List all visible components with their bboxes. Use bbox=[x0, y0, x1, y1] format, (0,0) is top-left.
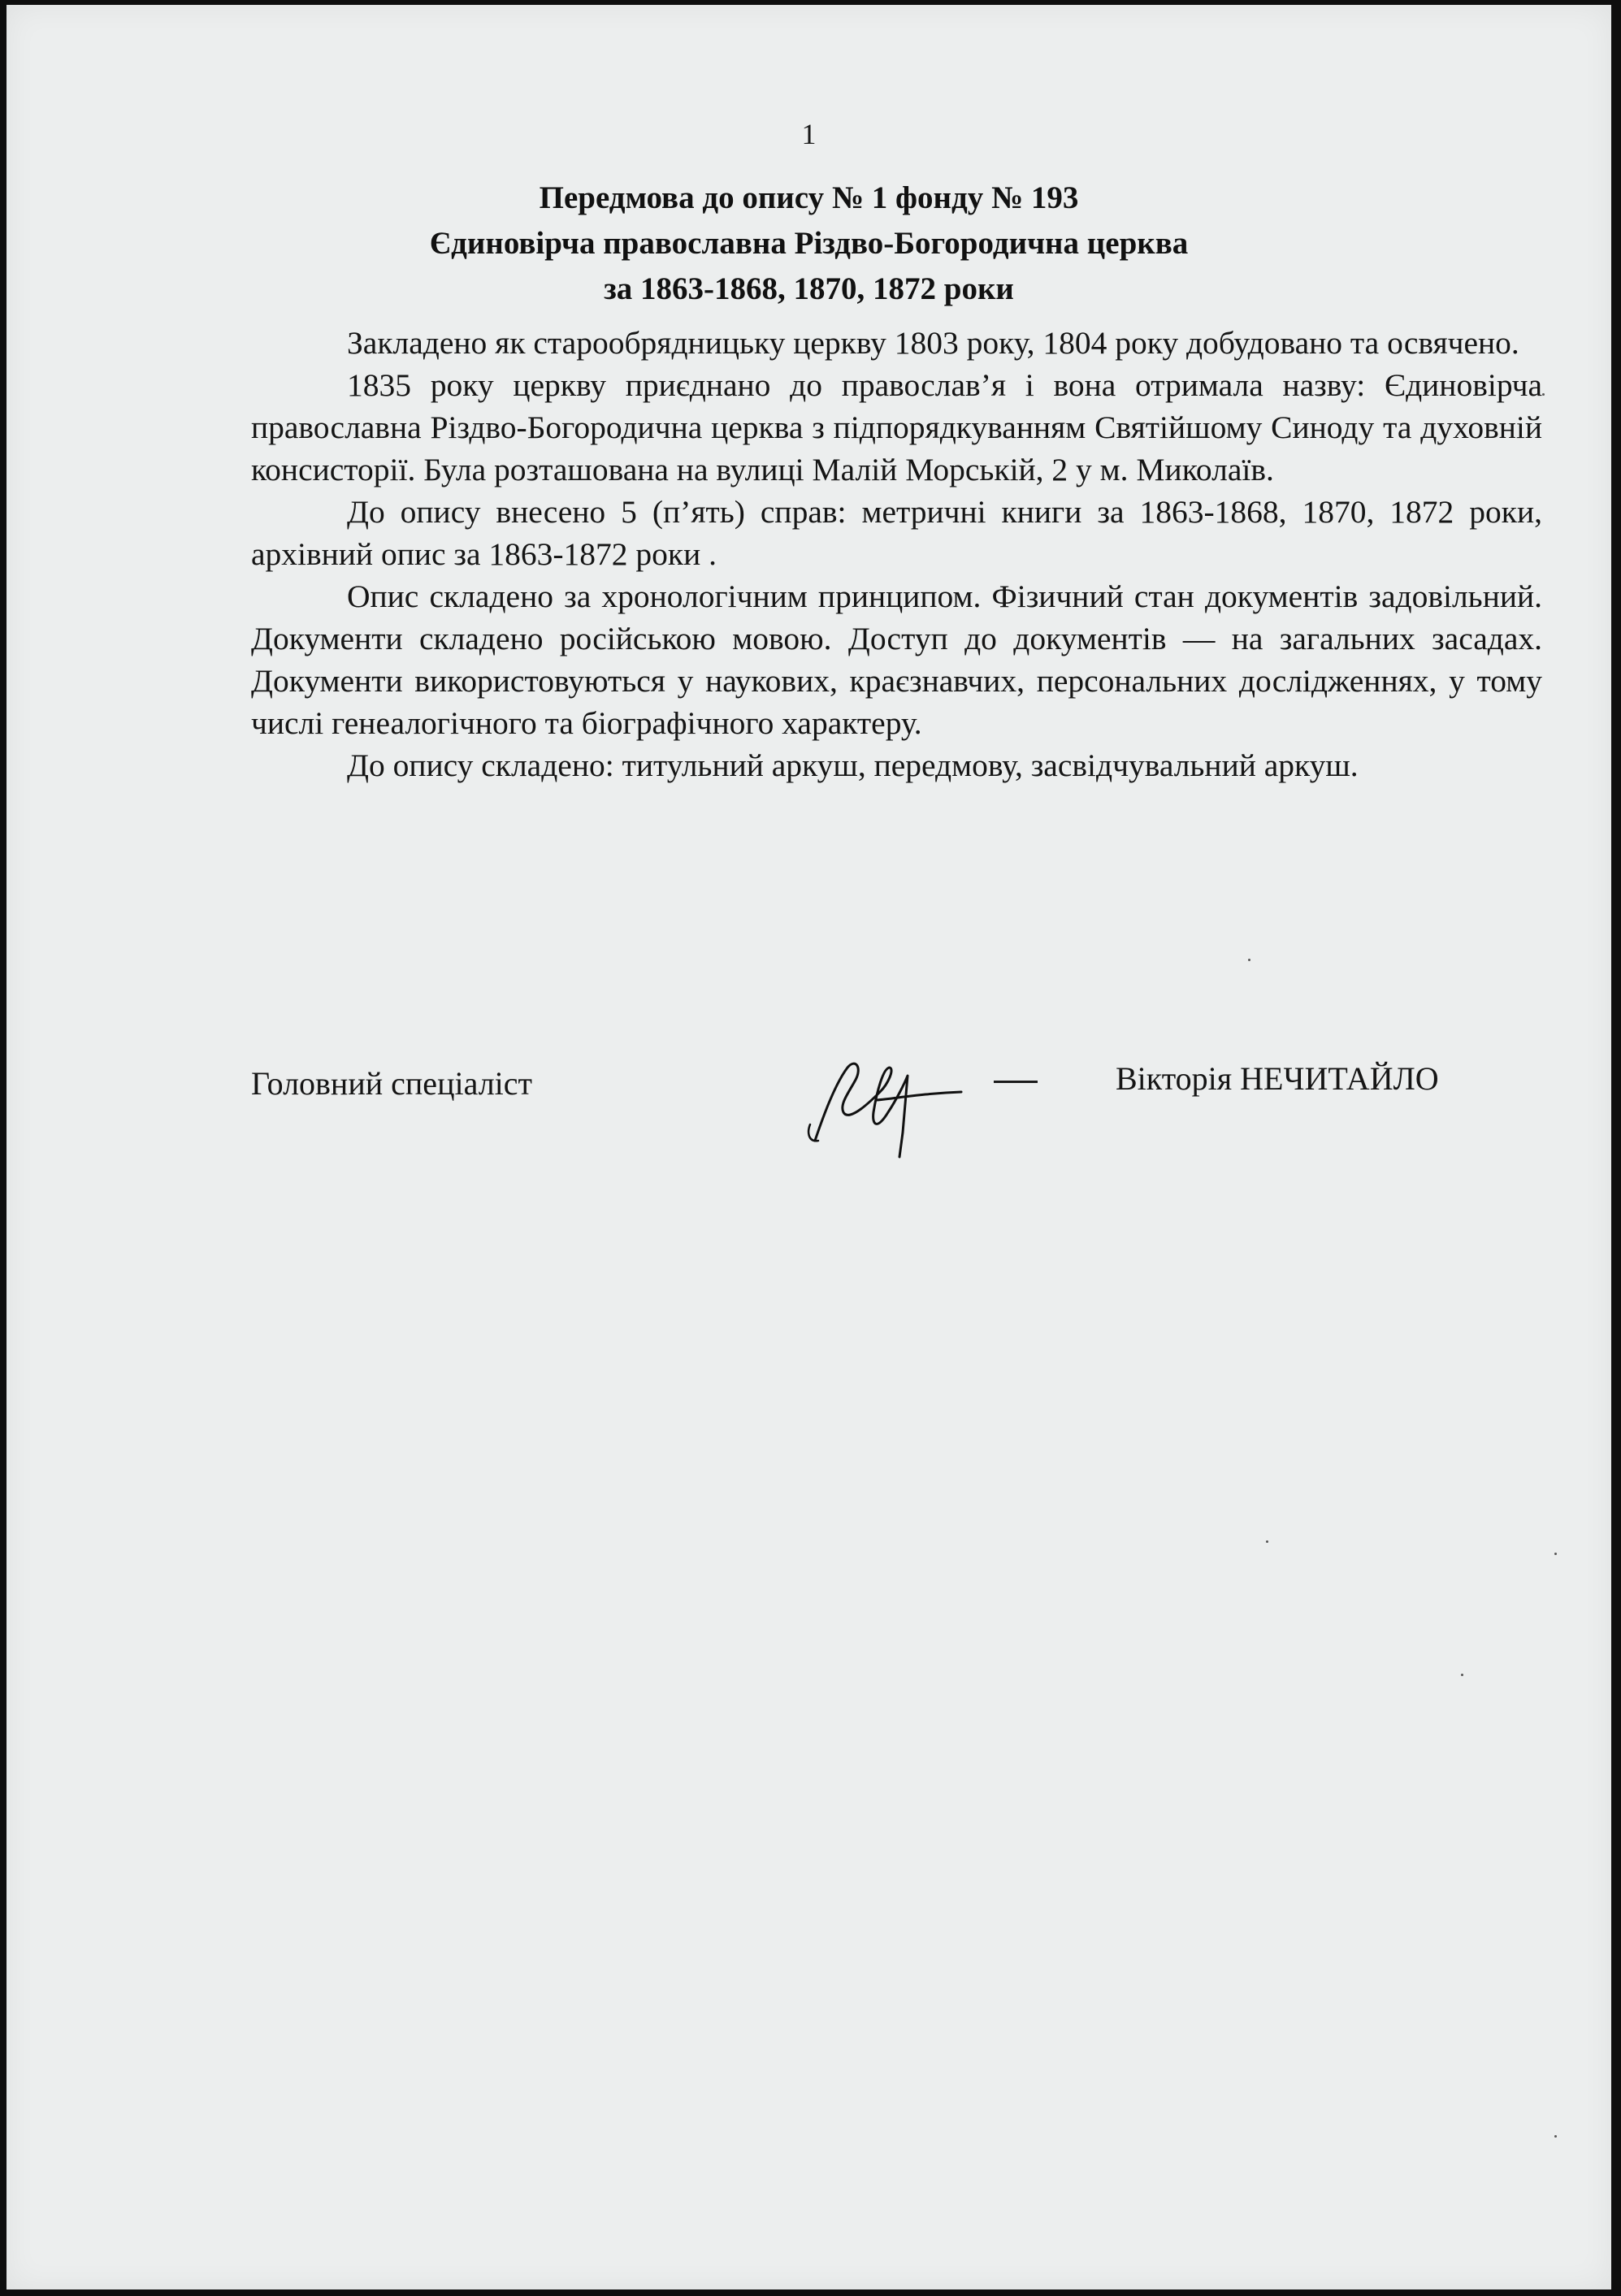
paper-speck bbox=[1554, 1553, 1557, 1555]
paragraph-composition: До опису складено: титульний аркуш, передмову, засвідчувальний аркуш. bbox=[347, 747, 1359, 783]
paper-speck bbox=[1266, 1540, 1268, 1543]
signature-dash bbox=[994, 1081, 1038, 1083]
signer-name: Вікторія НЕЧИТАЙЛО bbox=[1116, 1060, 1439, 1097]
document-title bbox=[7, 175, 1611, 312]
title-line-2: Єдиновірча православна Різдво-Богородична церква bbox=[429, 226, 1189, 261]
paragraph-history: 1835 року церкву приєднано до православ’я і вона отримала назву: Єдиновірча православна Різдво-Богородична церква з підпорядкуванням Святійшому Синоду та духовній консисторії. Була розташована на вулиці Малій Морській, 2 у м. Миколаїв. bbox=[251, 367, 1542, 487]
paragraph-founding: Закладено як старообрядницьку церкву 1803 року, 1804 року добудовано та освячено. bbox=[347, 325, 1519, 361]
paper-speck bbox=[1554, 2135, 1557, 2138]
paragraph-contents: До опису внесено 5 (п’ять) справ: метричні книги за 1863-1868, 1870, 1872 роки, архівний опис за 1863-1872 роки . bbox=[251, 494, 1542, 572]
position-title: Головний спеціаліст bbox=[251, 1065, 532, 1102]
paper-speck bbox=[1248, 959, 1250, 961]
handwritten-signature bbox=[799, 1035, 977, 1165]
paper-speck bbox=[1542, 393, 1545, 396]
title-line-1: Передмова до опису № 1 фонду № 193 bbox=[539, 180, 1079, 215]
page-number: 1 bbox=[801, 118, 817, 150]
signature-block bbox=[7, 1035, 1611, 1165]
title-line-3: за 1863-1868, 1870, 1872 роки bbox=[604, 271, 1014, 306]
document-body bbox=[251, 322, 1542, 786]
paragraph-description: Опис складено за хронологічним принципом. Фізичний стан документів задовільний. Документи складено російською мовою. Доступ до документів — на загальних засадах. Документи використовуються у наукових, краєзнавчих, персональних дослідженнях, у тому числі генеалогічного та біографічного характеру. bbox=[251, 578, 1542, 741]
document-page bbox=[7, 5, 1611, 2290]
paper-speck bbox=[1461, 1674, 1463, 1676]
